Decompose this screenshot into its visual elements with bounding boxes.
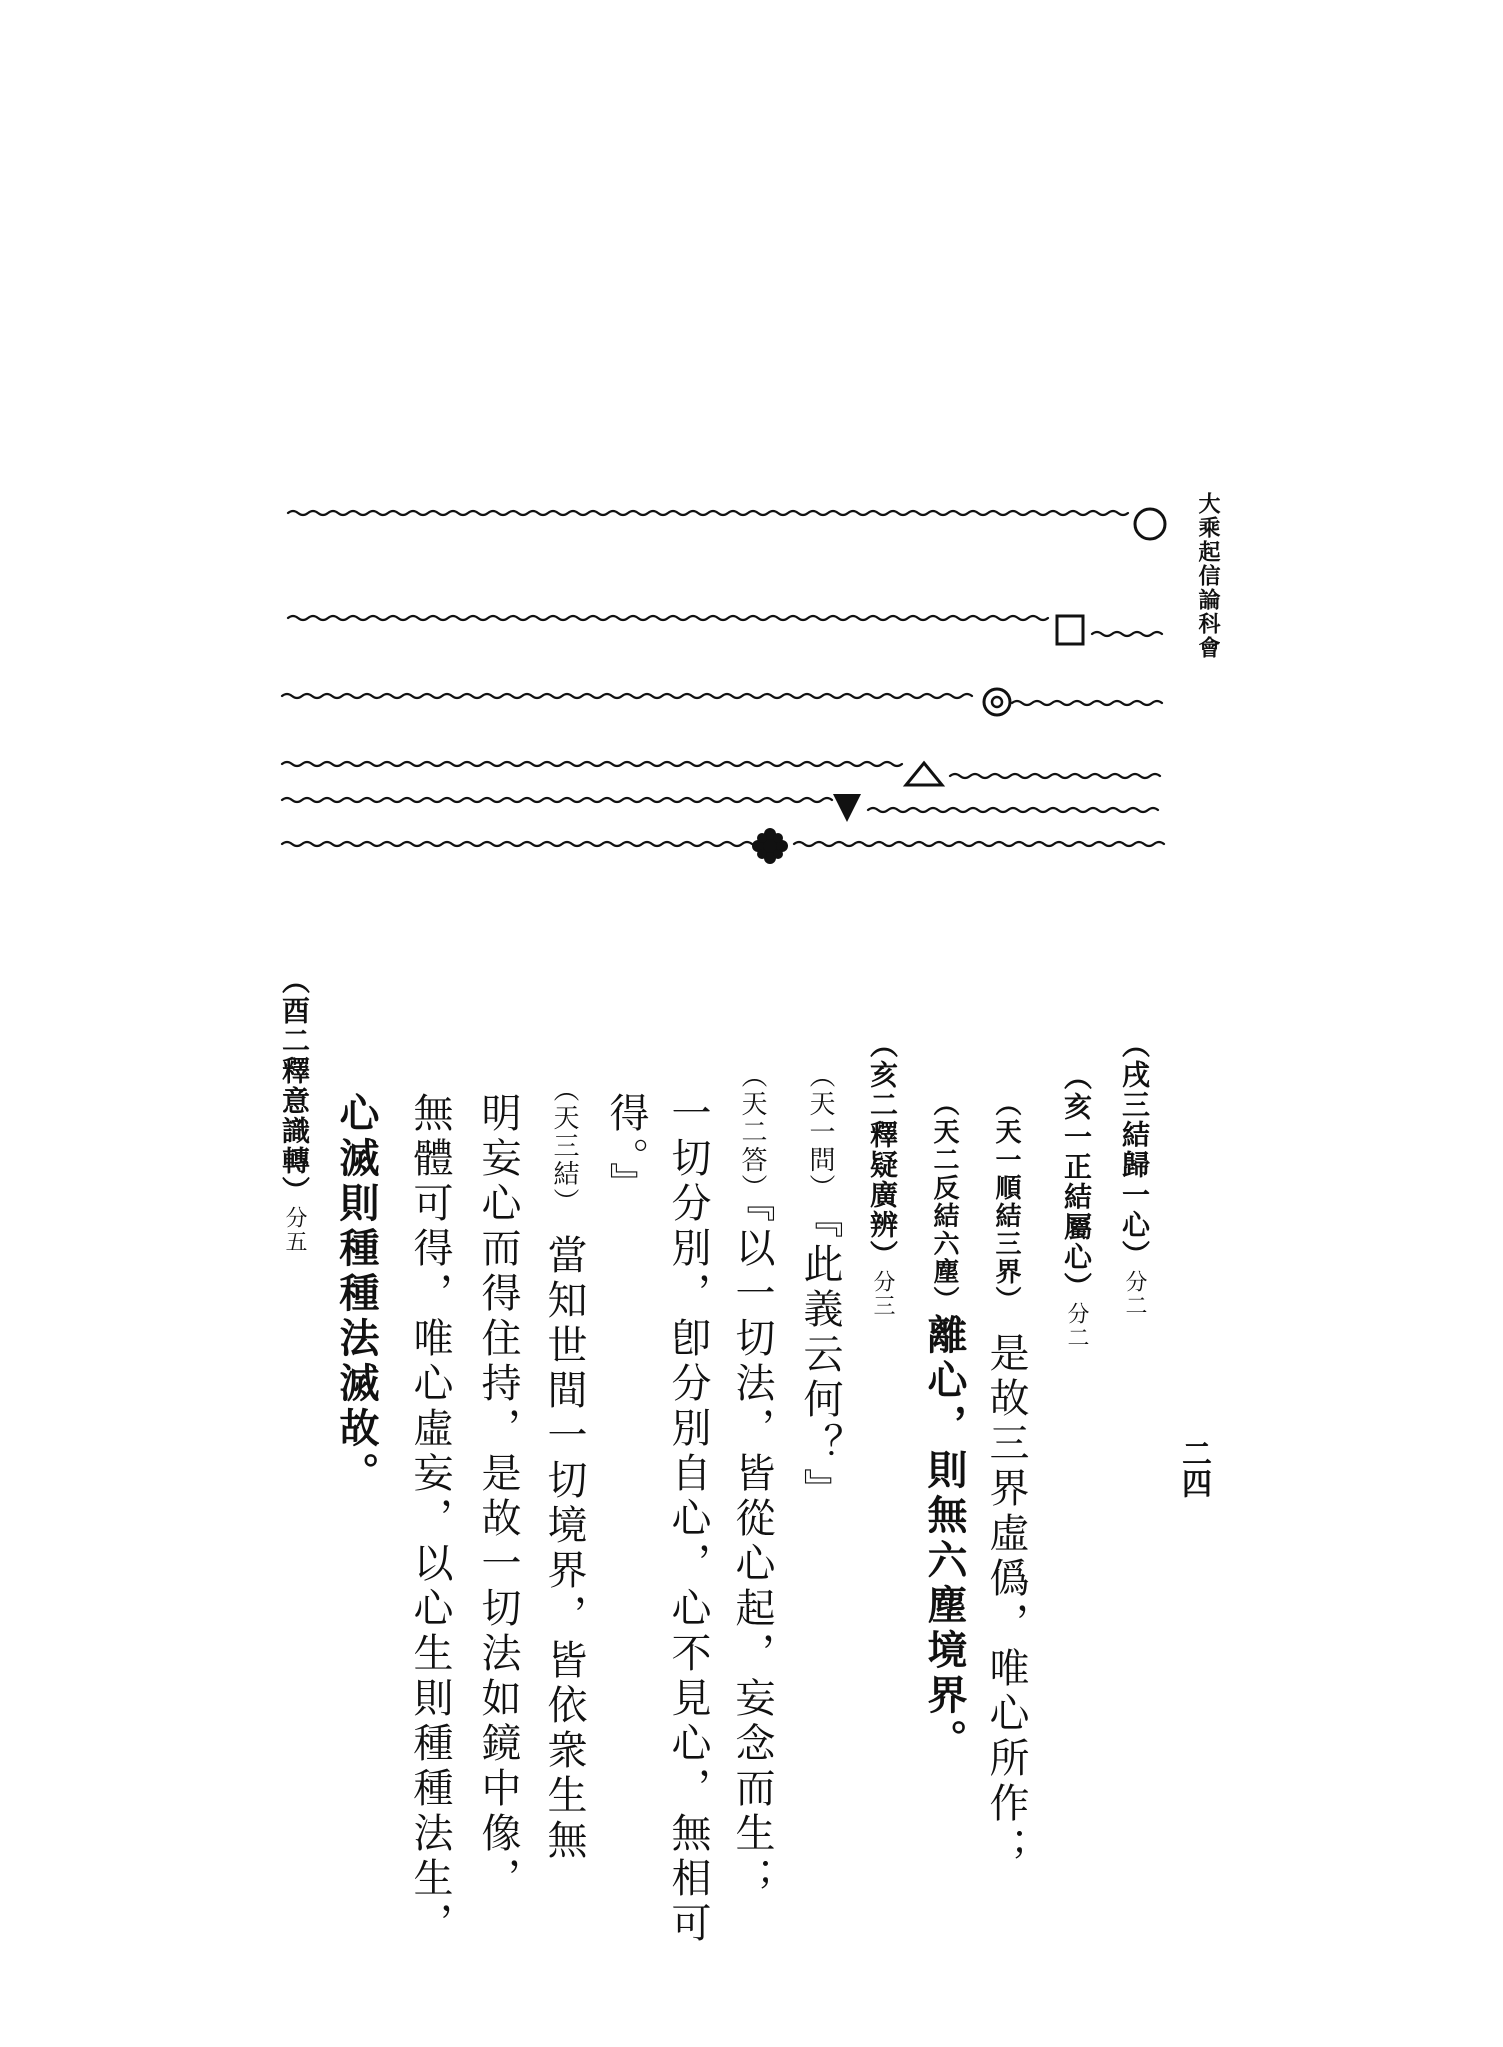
page-number: 二四 xyxy=(1176,1438,1211,1498)
outline-line-1-left xyxy=(288,511,1128,515)
section-heading: （亥二釋疑廣辨）分三 xyxy=(866,1030,899,1318)
double-circle-marker xyxy=(984,689,1010,715)
square-marker xyxy=(1057,616,1083,644)
filled-inverted-triangle-marker xyxy=(833,794,861,822)
text-column: 心滅則種種法滅故。 xyxy=(333,1092,380,1497)
section-heading: （戌三結歸一心）分二 xyxy=(1118,1030,1151,1318)
text-column: 一切分別，卽分別自心，心不見心，無相可 xyxy=(665,1092,711,1947)
outline-line-2-right xyxy=(1092,632,1162,636)
text-column: （天三結）當知世間一切境界，皆依衆生無 xyxy=(541,1076,587,1864)
text-column: 明妄心而得住持，是故一切法如鏡中像， xyxy=(475,1092,521,1902)
text-column: （天二反結六塵）離心，則無六塵境界。 xyxy=(921,1090,968,1764)
book-title: 大乘起信論科會 xyxy=(1195,492,1220,660)
outline-line-3-right xyxy=(1012,701,1162,705)
text-column: 得。』 xyxy=(603,1092,649,1207)
outline-line-6-left xyxy=(282,842,752,846)
section-heading: （亥一正結屬心）分二 xyxy=(1060,1062,1093,1350)
text-column: （天二答）『以一切法，皆從心起，妄念而生； xyxy=(729,1062,775,1902)
flower-marker xyxy=(752,828,788,864)
outline-line-5-right xyxy=(868,808,1158,812)
outline-line-4-left xyxy=(282,762,902,766)
text-column: （天一順結三界）是故三界虛僞，唯心所作； xyxy=(983,1090,1029,1872)
outline-line-4-right xyxy=(950,774,1160,778)
text-column: 無體可得，唯心虛妄，以心生則種種法生， xyxy=(407,1092,453,1947)
outline-line-2-left xyxy=(288,616,1048,620)
section-heading: （酉二釋意識轉）分五 xyxy=(278,966,311,1254)
outline-line-3-left xyxy=(282,694,972,698)
outline-chart xyxy=(0,0,1503,900)
outline-line-6-right xyxy=(794,842,1164,846)
text-column: （天一問）『此義云何？』 xyxy=(797,1062,843,1513)
triangle-marker xyxy=(906,763,942,785)
circle-marker xyxy=(1135,509,1165,539)
outline-line-5-left xyxy=(282,798,832,802)
